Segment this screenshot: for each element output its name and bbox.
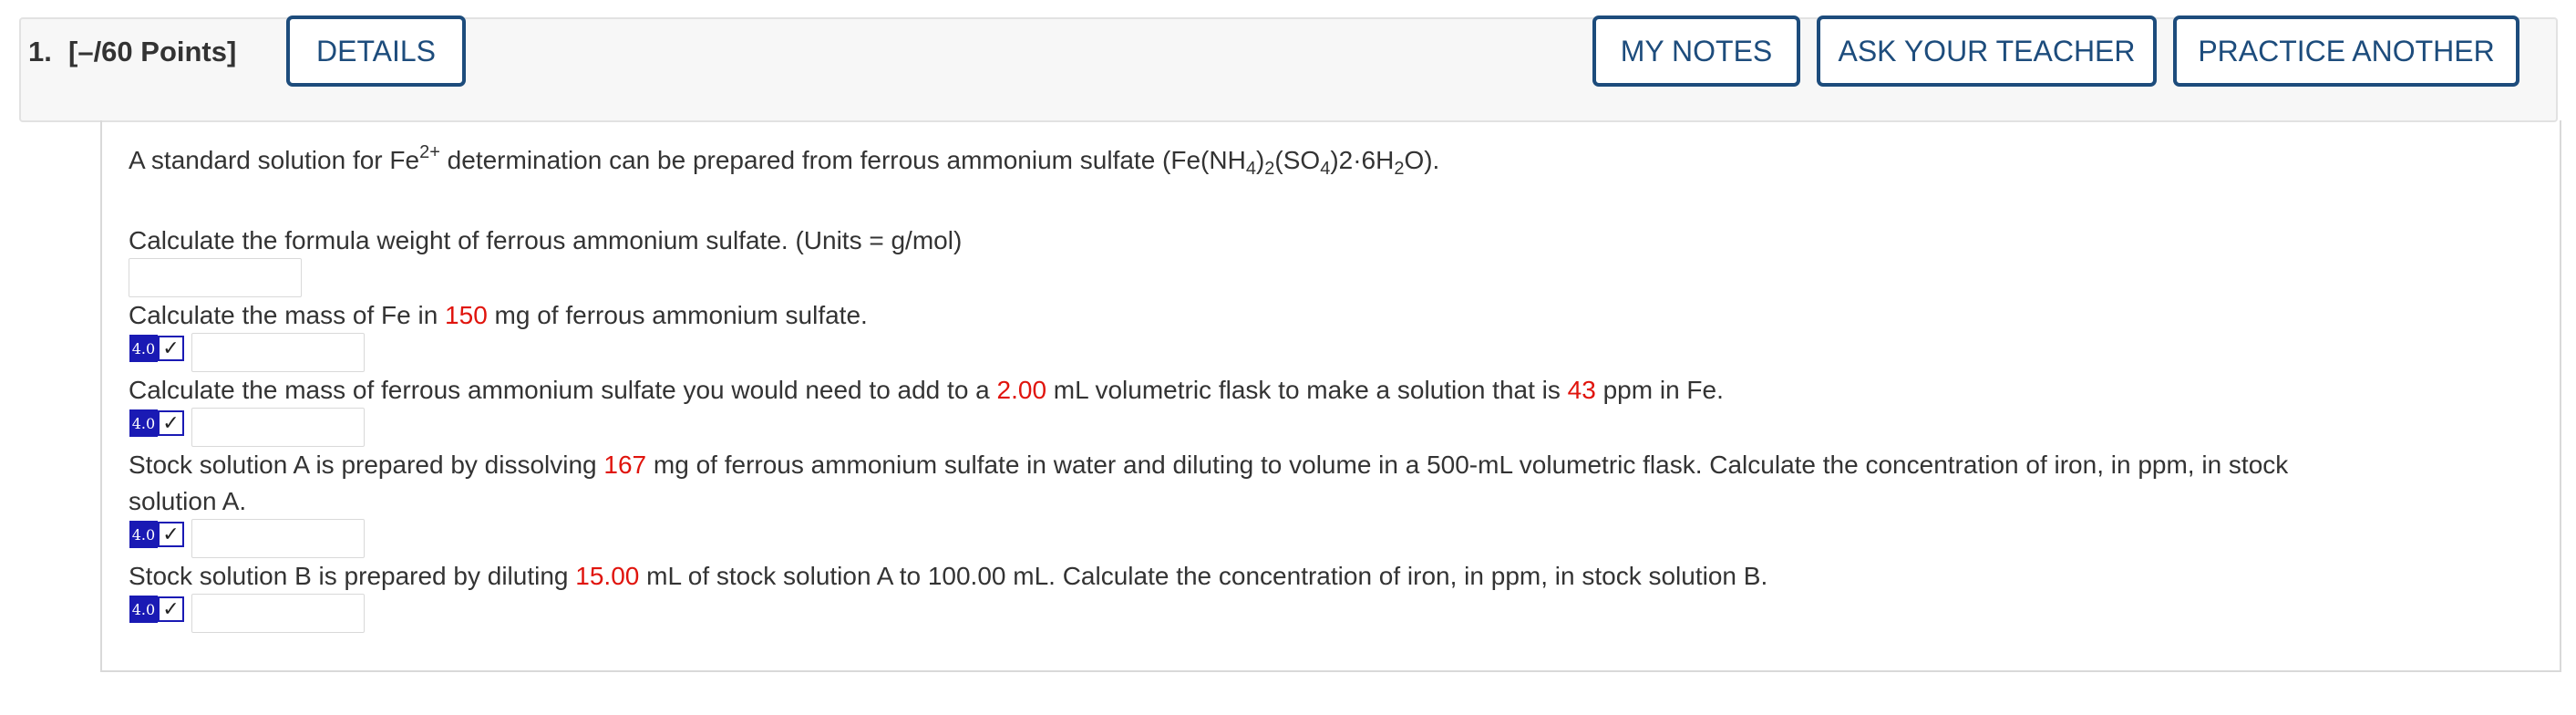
intro-text-f: O).	[1404, 146, 1440, 174]
part-4-answer-input[interactable]	[191, 519, 365, 558]
part-1-text: Calculate the formula weight of ferrous ammonium sulfate. (Units = g/mol)	[129, 226, 963, 254]
intro-subscript-2: 2	[1264, 159, 1275, 179]
check-icon: ✓	[158, 336, 184, 361]
part-2-answer-input[interactable]	[191, 333, 365, 372]
part-4-points-badge	[129, 521, 184, 548]
part-2-prompt	[129, 301, 868, 330]
ask-your-teacher-button[interactable]: ASK YOUR TEACHER	[1817, 16, 2157, 87]
intro-text-e: )2·6H	[1330, 146, 1395, 174]
intro-subscript-3: 4	[1320, 159, 1331, 179]
part-3-value-2: 43	[1567, 376, 1596, 404]
points-badge-value: 4.0	[129, 521, 158, 548]
part-5-answer-input[interactable]	[191, 594, 365, 633]
intro-text-b: determination can be prepared from ferrous ammonium sulfate (Fe(NH	[439, 146, 1246, 174]
intro-superscript: 2+	[419, 142, 440, 162]
part-5-text-b: mL of stock solution A to 100.00 mL. Calculate the concentration of iron, in ppm, in stock solution B.	[639, 562, 1768, 590]
question-number: 1.	[28, 36, 52, 67]
part-3-text-b: mL volumetric flask to make a solution that is	[1046, 376, 1568, 404]
intro-subscript-4: 2	[1394, 159, 1405, 179]
part-4-prompt-line-2	[129, 487, 246, 516]
part-2-points-badge	[129, 335, 184, 362]
intro-text-a: A standard solution for Fe	[129, 146, 420, 174]
points-badge-value: 4.0	[129, 335, 158, 362]
part-5-prompt	[129, 562, 1767, 591]
question-intro	[129, 142, 1440, 179]
points-label: [–/60 Points]	[68, 36, 237, 67]
part-3-points-badge	[129, 409, 184, 437]
part-1-answer-input[interactable]	[129, 258, 302, 297]
part-3-text-c: ppm in Fe.	[1595, 376, 1724, 404]
part-2-text-a: Calculate the mass of Fe in	[129, 301, 446, 329]
part-2-text-b: mg of ferrous ammonium sulfate.	[487, 301, 868, 329]
part-4-text-a: Stock solution A is prepared by dissolving	[129, 451, 604, 479]
part-2-value: 150	[445, 301, 488, 329]
part-1-prompt	[129, 226, 962, 255]
part-4-text-line-2: solution A.	[129, 487, 247, 515]
intro-text-c: )	[1255, 146, 1265, 174]
part-4-text-b: mg of ferrous ammonium sulfate in water and diluting to volume in a 500-mL volumetric flask. Calculate the concentration of iron, in ppm, in stock	[646, 451, 2289, 479]
check-icon: ✓	[158, 522, 184, 547]
part-3-value-1: 2.00	[996, 376, 1047, 404]
check-icon: ✓	[158, 410, 184, 436]
part-3-prompt	[129, 376, 1724, 405]
part-4-prompt	[129, 451, 2288, 480]
my-notes-button[interactable]: MY NOTES	[1592, 16, 1800, 87]
part-5-value: 15.00	[575, 562, 640, 590]
check-icon: ✓	[158, 596, 184, 622]
part-3-text-a: Calculate the mass of ferrous ammonium sulfate you would need to add to a	[129, 376, 997, 404]
part-5-text-a: Stock solution B is prepared by diluting	[129, 562, 576, 590]
intro-text-d: (SO	[1274, 146, 1321, 174]
points-badge-value: 4.0	[129, 409, 158, 437]
part-5-points-badge	[129, 596, 184, 623]
part-4-value: 167	[603, 451, 647, 479]
practice-another-button[interactable]: PRACTICE ANOTHER	[2173, 16, 2519, 87]
details-button[interactable]: DETAILS	[286, 16, 466, 87]
part-3-answer-input[interactable]	[191, 408, 365, 447]
points-badge-value: 4.0	[129, 596, 158, 623]
intro-subscript-1: 4	[1245, 159, 1256, 179]
